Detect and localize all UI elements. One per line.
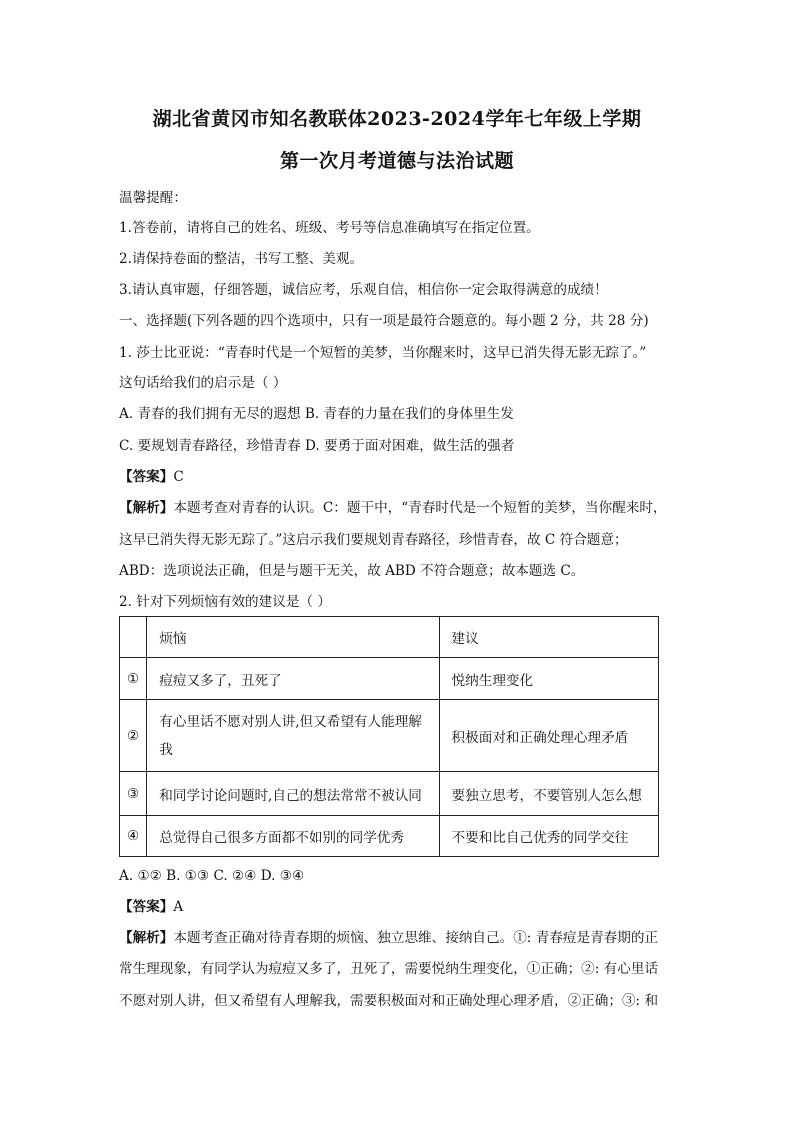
- table-cell: 建议: [439, 617, 658, 658]
- table-cell: ④: [120, 816, 147, 857]
- q1-analysis-line1: [119, 498, 689, 518]
- table-cell: 不要和比自己优秀的同学交往: [439, 816, 658, 857]
- table-cell: 烦恼: [147, 617, 439, 658]
- table-cell: 要独立思考，不要管别人怎么想: [439, 772, 658, 816]
- q1-options-line2: C. 要规划青春路径，珍惜青春 D. 要勇于面对困难，做生活的强者: [119, 438, 515, 454]
- table-cell: 积极面对和正确处理心理矛盾: [439, 700, 658, 772]
- answer-label: 【答案】: [119, 469, 174, 485]
- answer-value: C: [173, 469, 184, 485]
- q2-table: [119, 616, 659, 857]
- table-cell: ②: [120, 700, 147, 772]
- notice-heading: 温馨提醒：: [119, 190, 187, 206]
- exam-title-line1: 湖北省黄冈市知名教联体2023-2024学年七年级上学期: [152, 108, 642, 130]
- analysis-label: 【解析】: [119, 930, 174, 946]
- analysis-text: 本题考查正确对待青春期的烦恼、独立思维、接纳自己。①: 青春痘是青春期的正: [173, 930, 659, 946]
- table-row: [120, 700, 659, 772]
- q2-analysis-line3: 不愿对别人讲，但又希望有人理解我，需要积极面对和正确处理心理矛盾，②正确；③: 和: [119, 993, 659, 1009]
- exam-title-line2: 第一次月考道德与法治试题: [279, 150, 514, 172]
- analysis-label: 【解析】: [119, 500, 174, 516]
- q2-analysis-line2: 常生理现象，有同学认为痘痘又多了，丑死了，需要悦纳生理变化，①正确；②: 有心里话: [119, 961, 659, 977]
- table-row: [120, 772, 659, 816]
- table-cell: 有心里话不愿对别人讲,但又希望有人能理解我: [147, 700, 439, 772]
- q2-stem: 2. 针对下列烦恼有效的建议是（ ）: [119, 594, 331, 610]
- q2-answer: [119, 897, 689, 917]
- table-cell: ①: [120, 658, 147, 700]
- q1-stem-line2: 这句话给我们的启示是（ ）: [119, 375, 287, 391]
- table-cell: 和同学讨论问题时,自己的想法常常不被认同: [147, 772, 439, 816]
- notice-item-3: 3.请认真审题，仔细答题，诚信应考，乐观自信，相信你一定会取得满意的成绩！: [119, 282, 608, 298]
- notice-item-1: 1.答卷前，请将自己的姓名、班级、考号等信息准确填写在指定位置。: [119, 220, 540, 236]
- q1-answer: [119, 467, 689, 487]
- notice-item-2: 2.请保持卷面的整洁，书写工整、美观。: [119, 251, 364, 267]
- q1-stem-line1: 1. 莎士比亚说：“青春时代是一个短暂的美梦，当你醒来时，这早已消失得无影无踪了。”: [119, 345, 647, 361]
- q1-analysis-line3: ABD：选项说法正确，但是与题干无关，故 ABD 不符合题意；故本题选 C。: [119, 563, 585, 579]
- q2-options: A. ①② B. ①③ C. ②④ D. ③④: [119, 868, 305, 884]
- table-cell: [120, 617, 147, 658]
- q1-analysis-line2: 这早已消失得无影无踪了。”这启示我们要规划青春路径，珍惜青春，故 C 符合题意；: [119, 532, 628, 548]
- table-cell: 痘痘又多了，丑死了: [147, 658, 439, 700]
- table-header-row: [120, 617, 659, 658]
- table-cell: ③: [120, 772, 147, 816]
- answer-label: 【答案】: [119, 899, 174, 915]
- table-row: [120, 658, 659, 700]
- table-row: [120, 816, 659, 857]
- analysis-text: 本题考查对青春的认识。C：题干中，“青春时代是一个短暂的美梦，当你醒来时，: [173, 500, 667, 516]
- table-cell: 悦纳生理变化: [439, 658, 658, 700]
- q2-analysis-line1: [119, 928, 689, 948]
- answer-value: A: [173, 899, 184, 915]
- q1-options-line1: A. 青春的我们拥有无尽的遐想 B. 青春的力量在我们的身体里生发: [119, 406, 514, 422]
- table-cell: 总觉得自己很多方面都不如别的同学优秀: [147, 816, 439, 857]
- section-heading: 一、选择题(下列各题的四个选项中，只有一项是最符合题意的。每小题 2 分，共 28 分): [119, 313, 649, 329]
